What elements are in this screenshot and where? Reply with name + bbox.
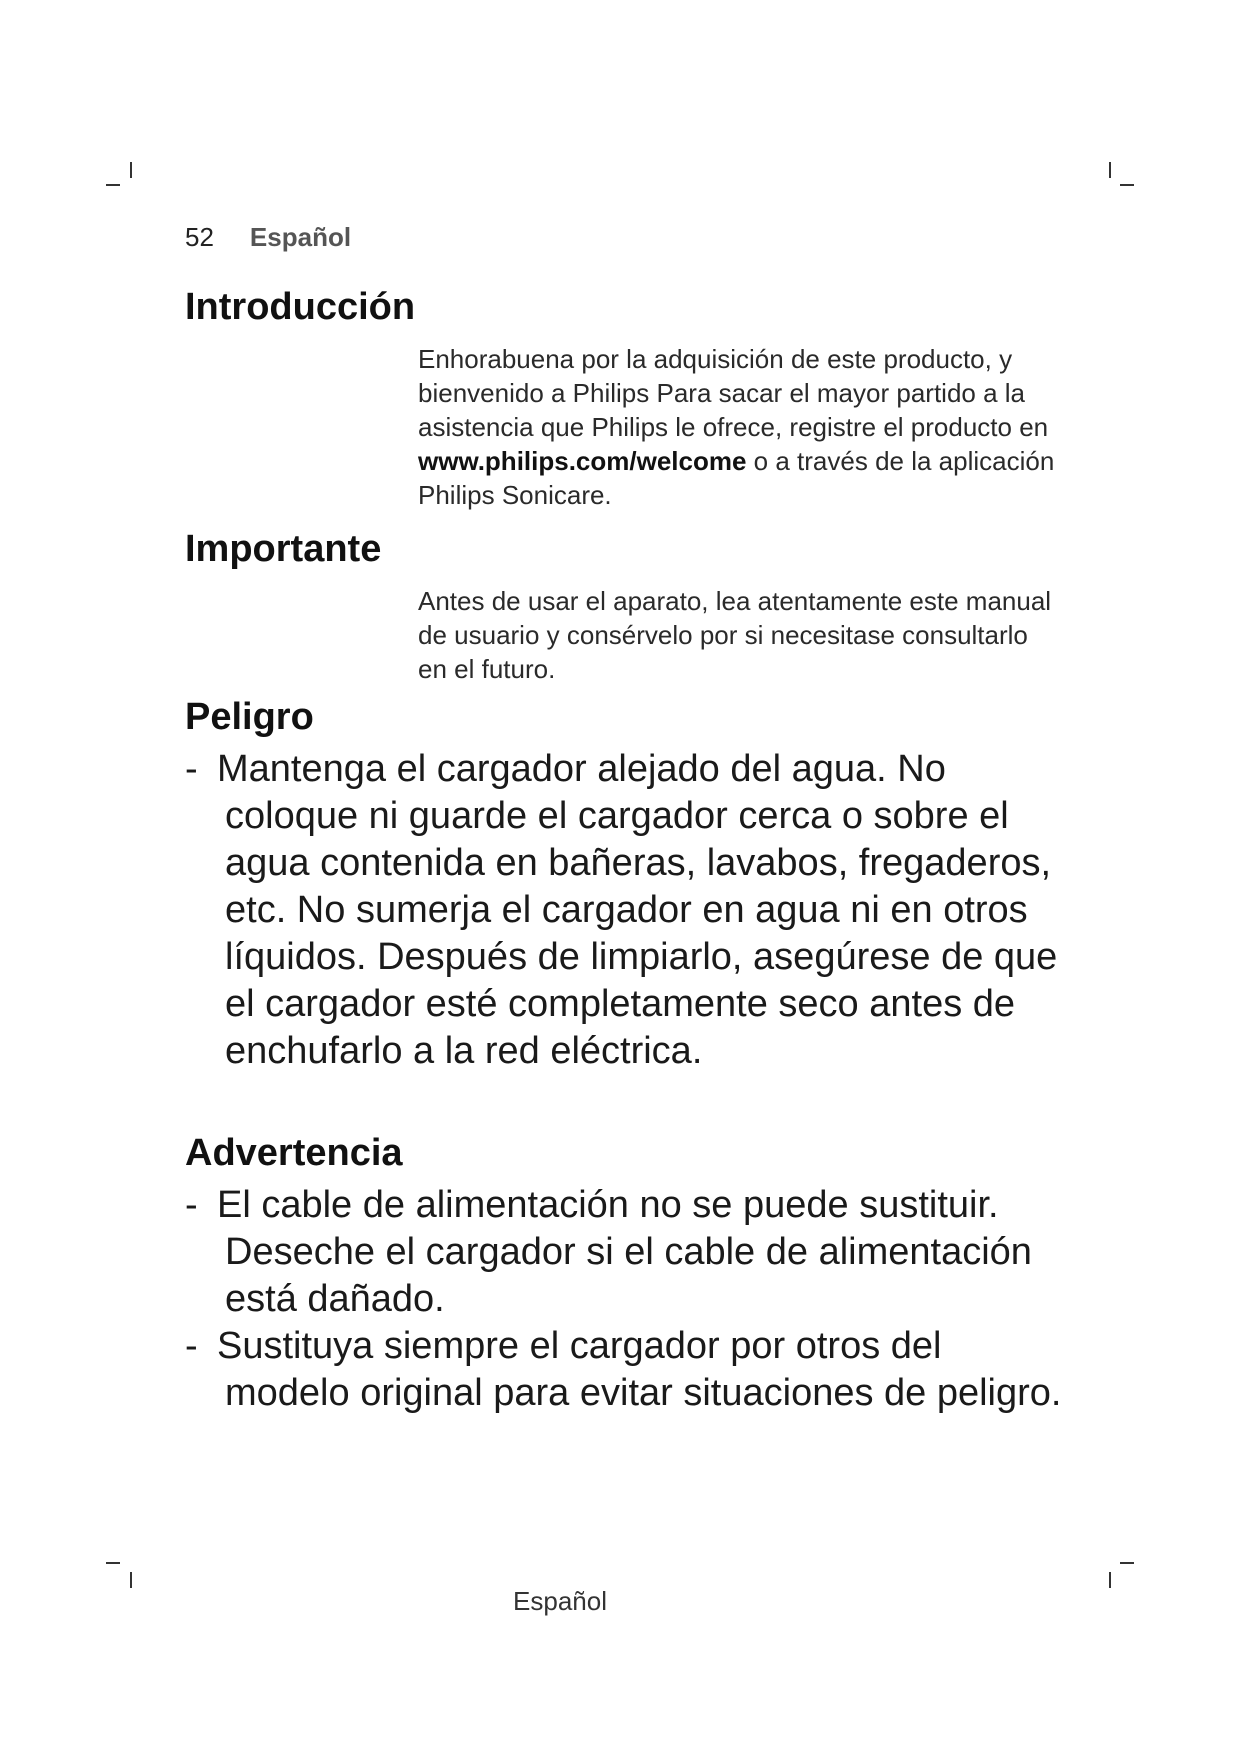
crop-mark	[1120, 184, 1134, 186]
website-link[interactable]: www.philips.com/welcome	[418, 446, 747, 476]
danger-list	[185, 746, 1065, 1075]
page-number: 52	[185, 222, 214, 252]
intro-heading: Introducción	[185, 286, 416, 328]
important-heading: Importante	[185, 528, 382, 570]
header-language: Español	[249, 222, 352, 252]
crop-mark	[1120, 1562, 1134, 1564]
crop-mark	[130, 162, 132, 178]
page-footer: Español	[513, 1586, 607, 1616]
warning-heading: Advertencia	[185, 1132, 403, 1174]
intro-paragraph	[418, 342, 1058, 512]
crop-mark	[1109, 162, 1111, 178]
danger-heading: Peligro	[185, 696, 314, 738]
important-paragraph: Antes de usar el aparato, lea atentamente este manual de usuario y consérvelo por si necesitase consultarlo en el futuro.	[418, 586, 1052, 684]
warning-item-text: Sustituya siempre el cargador por otros del modelo original para evitar situaciones de peligro.	[217, 1325, 1062, 1414]
list-item: - Mantenga el cargador alejado del agua. No coloque ni guarde el cargador cerca o sobre el agua contenida en bañeras, lavabos, fregaderos, etc. No sumerja el cargador en agua ni en otros líquidos. Después de limpiarlo, asegúrese de que el cargador esté completamente seco antes de enchufarlo a la red eléctrica.	[185, 748, 1058, 1072]
intro-text: Enhorabuena por la adquisición de este producto, y bienvenido a Philips Para sacar el mayor partido a la asistencia que Philips le ofrece, registre el producto en	[418, 344, 1049, 442]
crop-mark	[106, 184, 120, 186]
warning-item-text: El cable de alimentación no se puede sustituir. Deseche el cargador si el cable de alimentación está dañado.	[217, 1184, 1032, 1320]
list-item: - El cable de alimentación no se puede sustituir. Deseche el cargador si el cable de alimentación está dañado.	[185, 1184, 1032, 1320]
danger-item-text: Mantenga el cargador alejado del agua. No coloque ni guarde el cargador cerca o sobre el agua contenida en bañeras, lavabos, fregaderos, etc. No sumerja el cargador en agua ni en otros líquidos. Después de limpiarlo, asegúrese de que el cargador esté completamente seco antes de enchufarlo a la red eléctrica.	[217, 748, 1058, 1072]
list-item: - Sustituya siempre el cargador por otros del modelo original para evitar situaciones de peligro.	[185, 1325, 1062, 1414]
crop-mark	[106, 1562, 120, 1564]
intro-text-end: o a través de la aplicación Philips Sonicare.	[418, 446, 1055, 510]
page-header	[185, 222, 351, 253]
warning-list	[185, 1182, 1065, 1417]
